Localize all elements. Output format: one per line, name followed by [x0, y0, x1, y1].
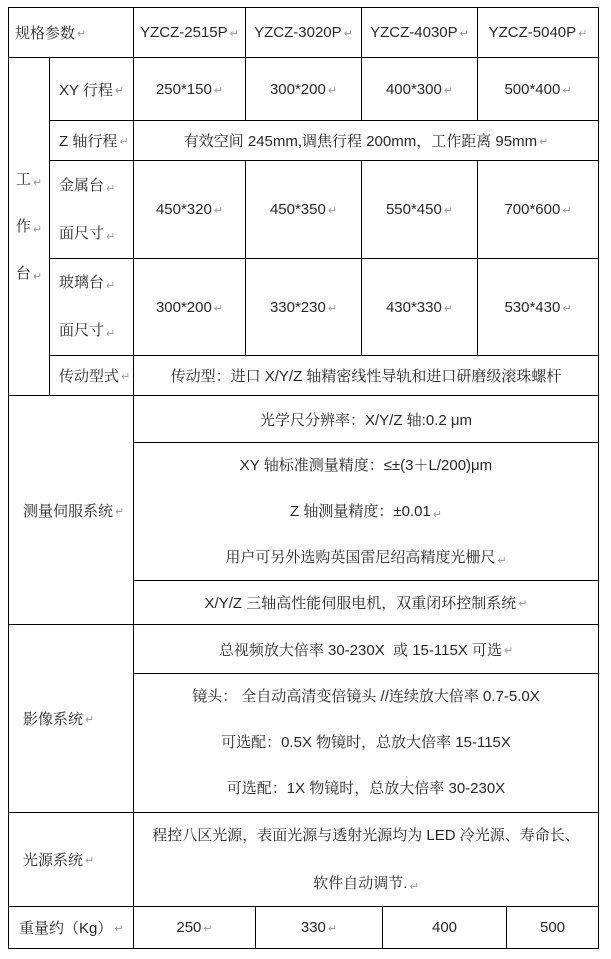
worktable-group-label-cell: [9, 58, 50, 396]
section-label-cell: [9, 813, 134, 907]
row-label-cell: [50, 58, 134, 121]
lens-options-cell: [134, 674, 599, 813]
light-section: [9, 813, 599, 907]
spec-params-label: 规格参数: [15, 25, 76, 42]
value-cell: 250*150 ↵: [134, 58, 246, 121]
paragraph-mark-icon: ↵: [497, 554, 507, 567]
section-label-cell: [9, 625, 134, 813]
spec-table: [8, 7, 599, 949]
drive-type-span-cell: 传动型：进口 X/Y/Z 轴精密线性导轨和进口研磨级滚珠螺杆: [134, 356, 599, 396]
weight-value-cell: 330 ↵: [256, 907, 383, 949]
light-line: 软件自动调节. ↵: [313, 874, 419, 893]
accuracy-line: 用户可另外选购英国雷尼绍高精度光栅尺 ↵: [225, 548, 507, 567]
model-header-cell: [246, 8, 362, 58]
lens-line: 可选配：0.5X 物镜时，总放大倍率 15-115X: [221, 734, 511, 751]
paragraph-mark-icon: ↵: [85, 714, 95, 726]
paragraph-mark-icon: ↵: [32, 271, 43, 283]
row-label-line: 面尺寸 ↵: [59, 224, 116, 243]
z-travel-span-cell: 有效空间 245mm,调焦行程 200mm，工作距离 95mm ↵: [134, 121, 599, 161]
value-cell: 300*200 ↵: [246, 58, 362, 121]
xy-travel-row: [50, 58, 599, 121]
paragraph-mark-icon: ↵: [562, 205, 572, 217]
paragraph-mark-icon: ↵: [459, 28, 469, 40]
weight-value-cell: 500: [507, 907, 599, 949]
value-cell: 330*230 ↵: [246, 259, 362, 356]
paragraph-mark-icon: ↵: [213, 302, 224, 315]
paragraph-mark-icon: ↵: [518, 598, 528, 610]
weight-value-cell: 250 ↵: [134, 907, 256, 949]
spec-params-header-cell: [9, 8, 134, 58]
lens-line: 可选配：1X 物镜时，总放大倍率 30-230X: [226, 780, 506, 797]
paragraph-mark-icon: ↵: [213, 84, 224, 97]
paragraph-mark-icon: ↵: [229, 28, 239, 40]
glass-table-row: [50, 259, 599, 356]
paragraph-mark-icon: ↵: [106, 328, 116, 340]
paragraph-mark-icon: ↵: [106, 230, 116, 243]
imaging-section: [9, 625, 599, 813]
paragraph-mark-icon: ↵: [121, 371, 131, 383]
optical-resolution-cell: 光学尺分辨率：X/Y/Z 轴:0.2 μm: [134, 396, 599, 443]
row-label-line: 金属台 ↵: [59, 176, 116, 195]
value-cell: 430*330 ↵: [362, 259, 478, 356]
value-cell: 450*350 ↵: [246, 161, 362, 259]
video-magnification-cell: 总视频放大倍率 30-230X 或 15-115X 可选 ↵: [134, 625, 599, 674]
worktable-group-char: 台 ↵: [15, 265, 43, 283]
worktable-group-char: 作 ↵: [15, 218, 43, 236]
row-label: Z 轴行程: [59, 133, 118, 150]
header-row: [9, 8, 599, 58]
paragraph-mark-icon: ↵: [106, 280, 116, 292]
paragraph-mark-icon: ↵: [562, 302, 572, 315]
section-label: 光源系统: [23, 852, 84, 869]
paragraph-mark-icon: ↵: [203, 923, 213, 935]
servo-motor-cell: X/Y/Z 三轴高性能伺服电机，双重闭环控制系统 ↵: [134, 581, 599, 625]
paragraph-mark-icon: ↵: [114, 84, 125, 97]
paragraph-mark-icon: ↵: [106, 182, 116, 195]
paragraph-mark-icon: ↵: [503, 644, 514, 657]
paragraph-mark-icon: ↵: [343, 28, 353, 40]
accuracy-line: XY 轴标准测量精度：≤±(3＋L/200)μm: [239, 456, 493, 474]
section-label-cell: [9, 396, 134, 625]
row-label-cell: [50, 161, 134, 259]
paragraph-mark-icon: ↵: [327, 205, 338, 217]
value-cell: 530*430 ↵: [478, 259, 599, 356]
paragraph-mark-icon: ↵: [85, 855, 95, 867]
weight-label-cell: [9, 907, 134, 949]
row-label-cell: [50, 356, 134, 396]
paragraph-mark-icon: ↵: [562, 84, 572, 97]
paragraph-mark-icon: ↵: [443, 302, 454, 315]
model-name: YZCZ-5040P: [488, 24, 577, 41]
weight-row: [9, 907, 599, 949]
row-label: XY 行程: [59, 81, 113, 99]
value-cell: 450*320 ↵: [134, 161, 246, 259]
model-name: YZCZ-2515P: [140, 24, 228, 41]
light-source-cell: [134, 813, 599, 907]
model-name: YZCZ-4030P: [370, 24, 458, 41]
accuracy-line: Z 轴测量精度：±0.01 ↵: [290, 502, 442, 521]
model-header-cell: [134, 8, 246, 58]
drive-type-row: [50, 356, 599, 396]
paragraph-mark-icon: ↵: [409, 880, 419, 893]
weight-value-cell: 400: [383, 907, 507, 949]
servo-section: [9, 396, 599, 625]
paragraph-mark-icon: ↵: [432, 508, 442, 521]
model-header-cell: [362, 8, 478, 58]
paragraph-mark-icon: ↵: [32, 177, 43, 189]
value-cell: 700*600 ↵: [478, 161, 599, 259]
paragraph-mark-icon: ↵: [77, 28, 87, 40]
paragraph-mark-icon: ↵: [119, 136, 129, 148]
row-label-cell: [50, 259, 134, 356]
paragraph-mark-icon: ↵: [443, 84, 454, 97]
row-label-cell: [50, 121, 134, 161]
value-cell: 500*400 ↵: [478, 58, 599, 121]
model-header-cell: [478, 8, 599, 58]
row-label-line: 面尺寸 ↵: [59, 322, 116, 340]
row-label: 传动型式: [59, 368, 120, 385]
paragraph-mark-icon: ↵: [114, 923, 124, 935]
weight-label: 重量约（Kg）: [19, 920, 113, 937]
paragraph-mark-icon: ↵: [115, 505, 125, 518]
paragraph-mark-icon: ↵: [539, 136, 549, 148]
paragraph-mark-icon: ↵: [32, 224, 43, 236]
section-label: 影像系统: [23, 711, 84, 728]
paragraph-mark-icon: ↵: [327, 302, 338, 315]
paragraph-mark-icon: ↵: [213, 205, 224, 217]
paragraph-mark-icon: ↵: [327, 923, 338, 935]
value-cell: 550*450 ↵: [362, 161, 478, 259]
value-cell: 300*200 ↵: [134, 259, 246, 356]
lens-line: 镜头： 全自动高清变倍镜头 //连续放大倍率 0.7-5.0X: [192, 688, 540, 705]
paragraph-mark-icon: ↵: [578, 28, 588, 40]
paragraph-mark-icon: ↵: [327, 84, 338, 97]
section-label: 测量伺服系统: [23, 502, 114, 520]
value-cell: 400*300 ↵: [362, 58, 478, 121]
light-line: 程控八区光源，表面光源与透射光源均为 LED 冷光源、寿命长、: [152, 826, 580, 844]
metal-table-row: [50, 161, 599, 259]
worktable-section: [9, 58, 599, 396]
row-label-line: 玻璃台 ↵: [59, 274, 116, 292]
paragraph-mark-icon: ↵: [443, 205, 454, 217]
z-travel-row: [50, 121, 599, 161]
model-name: YZCZ-3020P: [254, 24, 342, 41]
worktable-group-char: 工 ↵: [15, 171, 43, 189]
accuracy-cell: [134, 443, 599, 581]
